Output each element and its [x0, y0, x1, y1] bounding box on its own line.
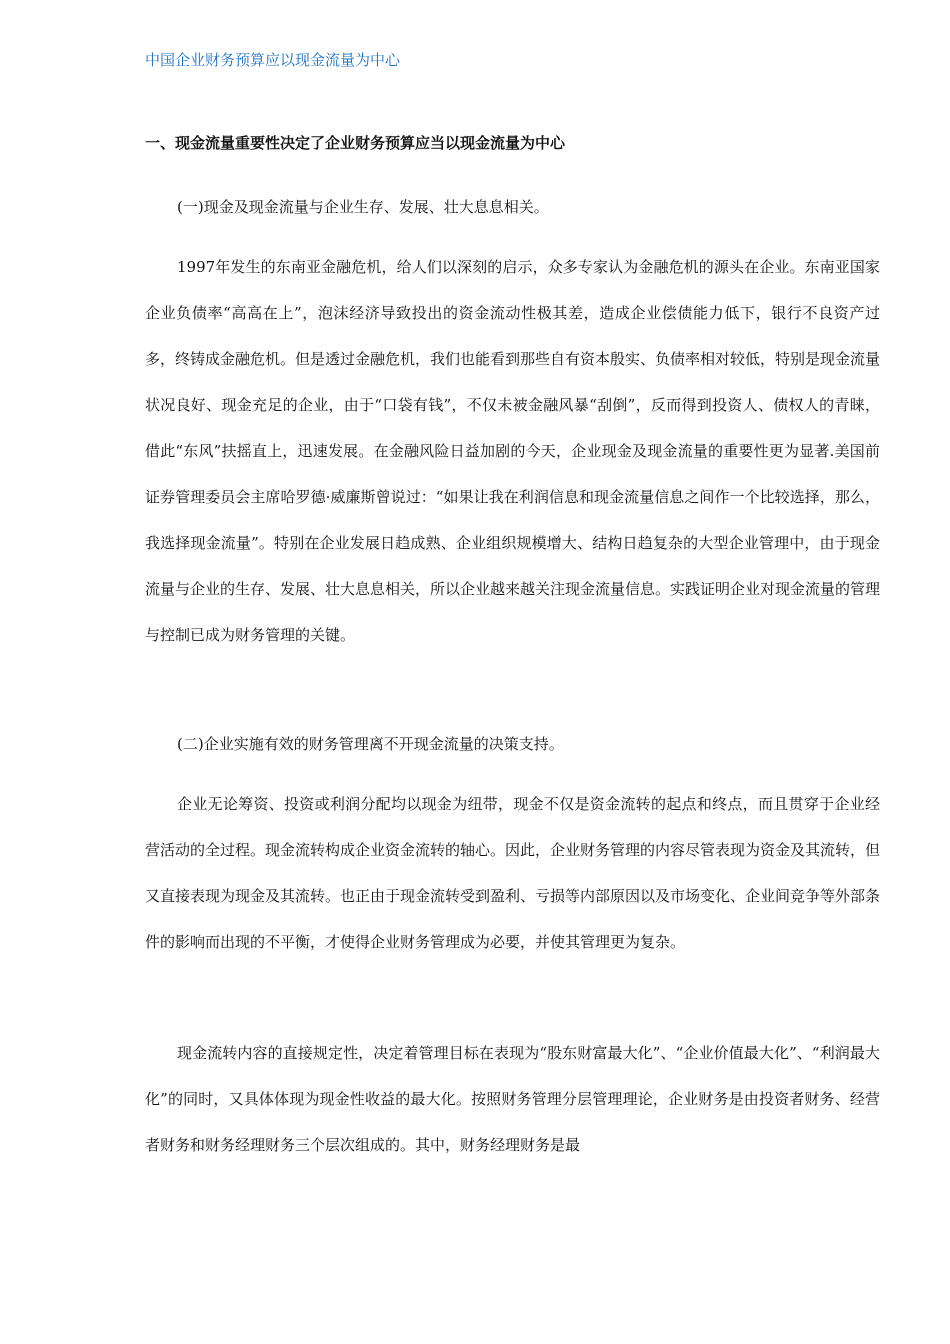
- paragraph-3: 现金流转内容的直接规定性，决定着管理目标在表现为“股东财富最大化”、“企业价值最大化”、“利润最大化”的同时，又具体体现为现金性收益的最大化。按照财务管理分层管理理论，企业财务是由投资者财务、经营者财务和财务经理财务三个层次组成的。其中，财务经理财务是最: [145, 1044, 880, 1154]
- paragraph-2: 企业无论筹资、投资或利润分配均以现金为纽带，现金不仅是资金流转的起点和终点，而且贯穿于企业经营活动的全过程。现金流转构成企业资金流转的轴心。因此，企业财务管理的内容尽管表现为资金及其流转，但又直接表现为现金及其流转。也正由于现金流转受到盈利、亏损等内部原因以及市场变化、企业间竞争等外部条件的影响而出现的不平衡，才使得企业财务管理成为必要，并使其管理更为复杂。: [145, 795, 881, 951]
- subheading-2: (二)企业实施有效的财务管理离不开现金流量的决策支持。: [177, 735, 564, 753]
- subheading-1: (一)现金及现金流量与企业生存、发展、壮大息息相关。: [177, 198, 549, 216]
- document-title: 中国企业财务预算应以现金流量为中心: [145, 51, 401, 69]
- paragraph-1: 1997年发生的东南亚金融危机，给人们以深刻的启示，众多专家认为金融危机的源头在企业。东南亚国家企业负债率“高高在上”，泡沫经济导致投出的资金流动性极其差，造成企业偿债能力低下，银行不良资产过多，终铸成金融危机。但是透过金融危机，我们也能看到那些自有资本殷实、负债率相对较低，特别是现金流量状况良好、现金充足的企业，由于“口袋有钱”，不仅未被金融风暴“刮倒”，反而得到投资人、债权人的青睐，借此“东风”扶摇直上，迅速发展。在金融风险日益加剧的今天，企业现金及现金流量的重要性更为显著.美国前证券管理委员会主席哈罗德·威廉斯曾说过：“如果让我在利润信息和现金流量信息之间作一个比较选择，那么，我选择现金流量”。特别在企业发展日趋成熟、企业组织规模增大、结构日趋复杂的大型企业管理中，由于现金流量与企业的生存、发展、壮大息息相关，所以企业越来越关注现金流量信息。实践证明企业对现金流量的管理与控制已成为财务管理的关键。: [145, 258, 881, 644]
- section-heading: 一、现金流量重要性决定了企业财务预算应当以现金流量为中心: [145, 134, 566, 152]
